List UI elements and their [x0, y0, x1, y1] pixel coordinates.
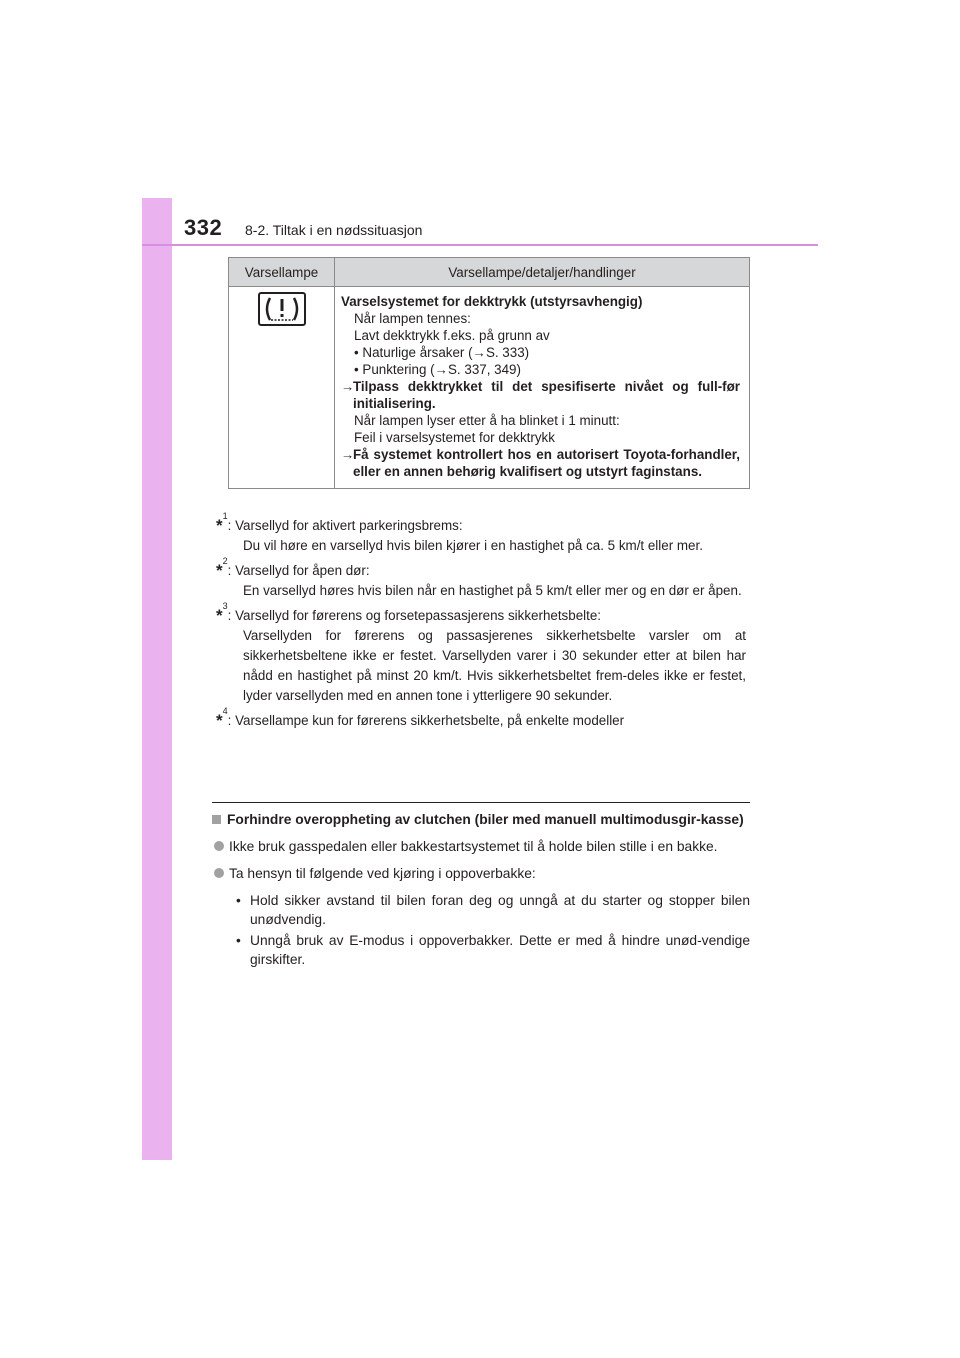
footnote — [216, 601, 746, 706]
footnote-star: * — [216, 516, 223, 535]
square-bullet-icon — [212, 815, 221, 824]
footnote-number: 3 — [222, 601, 228, 611]
action-row — [341, 378, 740, 412]
footnote-heading: : Varsellyd for førerens og forsetepassasjerens sikkerhetsbelte: — [227, 608, 602, 623]
footnote-number: 2 — [222, 556, 228, 566]
detail-cell — [335, 287, 750, 489]
clutch-point: Ikke bruk gasspedalen eller bakkestartsystemet til å holde bilen stille i en bakke. — [229, 839, 718, 854]
footnote-star: * — [216, 561, 223, 580]
warning-lamp-table — [228, 257, 750, 489]
table-row — [229, 287, 750, 489]
tire-pressure-warning-icon — [258, 292, 306, 326]
arrow-icon: → — [341, 379, 355, 394]
detail-bullet: • Naturlige årsaker (→S. 333) — [354, 345, 530, 360]
footnote-number: 1 — [222, 511, 228, 521]
bullet-char: • — [236, 893, 241, 908]
column-header-lamp: Varsellampe — [229, 258, 335, 287]
clutch-bullet: Hold sikker avstand til bilen foran deg og unngå at du starter og stopper bilen unødvendig. — [250, 893, 750, 927]
arrow-icon: → — [341, 447, 355, 462]
footnote-number: 4 — [222, 706, 228, 716]
section-title: 8-2. Tiltak i en nødssituasjon — [245, 222, 423, 238]
detail-bullet: • Punktering (→S. 337, 349) — [354, 362, 521, 377]
footnotes — [216, 511, 746, 736]
footnote-body: En varsellyd høres hvis bilen når en hastighet på 5 km/t eller mer og en dør er åpen. — [243, 583, 742, 598]
footnote-body: Varsellyden for førerens og passasjerenes sikkerhetsbelte varsler om at sikkerhetsbeltene ikke er festet. Varsellyden varer i 30 sekunder etter at bilen har nådd en hastighet på minst 20 km/t. Hvis sikkerhetsbeltet frem-deles ikke er festet, lyder varsellyden med en annen tone i ytterligere 90 sekunder. — [243, 628, 746, 703]
footnote-body: Du vil høre en varsellyd hvis bilen kjører i en hastighet på ca. 5 km/t eller mer. — [243, 538, 703, 553]
side-tab-bar — [142, 198, 172, 1160]
detail-line: Lavt dekktrykk f.eks. på grunn av — [354, 328, 550, 343]
clutch-heading: Forhindre overoppheting av clutchen (biler med manuell multimodusgir-kasse) — [227, 812, 744, 827]
clutch-bullet: Unngå bruk av E-modus i oppoverbakker. Dette er med å hindre unød-vendige girskifter. — [250, 933, 750, 967]
footnote-star: * — [216, 711, 223, 730]
lamp-title: Varselsystemet for dekktrykk (utstyrsavhengig) — [341, 294, 643, 309]
page-number: 332 — [184, 215, 223, 240]
circle-bullet-icon — [214, 868, 224, 878]
detail-line: Når lampen tennes: — [354, 311, 471, 326]
circle-bullet-icon — [214, 841, 224, 851]
clutch-point: Ta hensyn til følgende ved kjøring i oppoverbakke: — [229, 866, 536, 881]
lamp-cell — [229, 287, 335, 489]
clutch-section — [212, 810, 750, 969]
action-text: Tilpass dekktrykket til det spesifiserte nivået og full-før initialisering. — [353, 379, 740, 411]
header-divider — [142, 244, 818, 246]
action-row — [341, 446, 740, 480]
footnote-heading: : Varsellyd for åpen dør: — [227, 563, 370, 578]
footnote — [216, 706, 746, 731]
footnote — [216, 556, 746, 601]
footnote-heading: : Varsellampe kun for førerens sikkerhetsbelte, på enkelte modeller — [227, 713, 625, 728]
footnote-star: * — [216, 606, 223, 625]
bullet-char: • — [236, 933, 241, 948]
footnote-heading: : Varsellyd for aktivert parkeringsbrems: — [227, 518, 463, 533]
section-divider — [212, 802, 750, 803]
detail-line: Når lampen lyser etter å ha blinket i 1 minutt: — [354, 413, 620, 428]
column-header-details: Varsellampe/detaljer/handlinger — [335, 258, 750, 287]
footnote — [216, 511, 746, 556]
action-text: Få systemet kontrollert hos en autorisert Toyota-forhandler, eller en annen behørig kvalifisert og utstyrt faginstans. — [353, 447, 740, 479]
detail-line: Feil i varselsystemet for dekktrykk — [354, 430, 555, 445]
